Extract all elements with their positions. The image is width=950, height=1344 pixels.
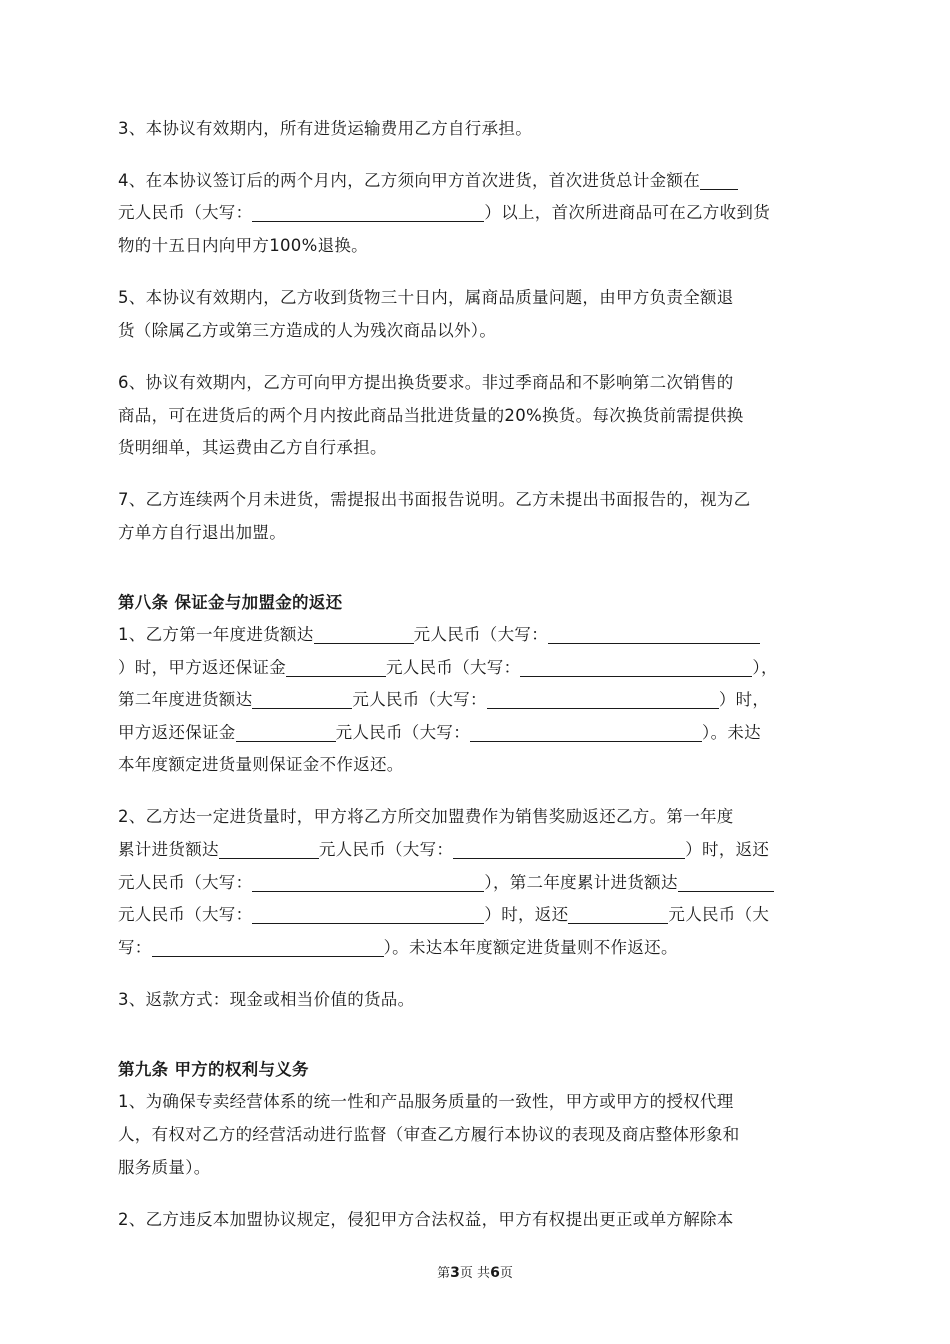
article-8-p1-line-4: 甲方返还保证金 元人民币（大写： ）。未达 — [118, 716, 761, 749]
article-8-p1-line-3: 第二年度进货额达 元人民币（大写： ）时， — [118, 683, 769, 716]
article-9-p2-line-1: 2、乙方违反本加盟协议规定，侵犯甲方合法权益，甲方有权提出更正或单方解除本 — [118, 1210, 734, 1229]
item-7-line-2: 方单方自行退出加盟。 — [118, 523, 286, 542]
blank-field — [520, 654, 752, 677]
article-9-title: 第九条 甲方的权利与义务 — [118, 1060, 309, 1079]
blank-field — [548, 621, 760, 644]
item-6-line-2: 商品，可在进货后的两个月内按此商品当批进货量的20%换货。每次换货前需提供换 — [118, 406, 744, 425]
blank-field — [252, 901, 484, 924]
article-8-p2-line-2: 累计进货额达 元人民币（大写： ）时，返还 — [118, 833, 769, 866]
blank-field — [700, 167, 738, 190]
page-footer: 第3页 共6页 — [437, 1265, 513, 1281]
article-9-p1-line-3: 服务质量）。 — [118, 1158, 211, 1177]
item-5-line-2: 货（除属乙方或第三方造成的人为残次商品以外）。 — [118, 321, 497, 340]
blank-field — [236, 719, 336, 742]
article-8-p2-line-1: 2、乙方达一定进货量时，甲方将乙方所交加盟费作为销售奖励返还乙方。第一年度 — [118, 807, 734, 826]
item-3: 3、本协议有效期内，所有进货运输费用乙方自行承担。 — [118, 119, 532, 138]
article-9-p1-line-1: 1、为确保专卖经营体系的统一性和产品服务质量的一致性，甲方或甲方的授权代理 — [118, 1092, 734, 1111]
article-8-p2-line-5: 写： ）。未达本年度额定进货量则不作返还。 — [118, 931, 678, 964]
article-8-p1-line-5: 本年度额定进货量则保证金不作返还。 — [118, 755, 404, 774]
current-page-number: 3 — [450, 1265, 460, 1281]
blank-field — [152, 934, 384, 957]
item-6-line-1: 6、协议有效期内，乙方可向甲方提出换货要求。非过季商品和不影响第二次销售的 — [118, 373, 734, 392]
blank-field — [678, 869, 774, 892]
item-4-line-1: 4、在本协议签订后的两个月内，乙方须向甲方首次进货，首次进货总计金额在 — [118, 164, 738, 197]
blank-field — [252, 199, 484, 222]
article-8-title: 第八条 保证金与加盟金的返还 — [118, 593, 343, 612]
blank-field — [286, 654, 386, 677]
blank-field — [568, 901, 668, 924]
total-page-number: 6 — [490, 1265, 500, 1281]
article-8-p2-line-4: 元人民币（大写： ）时，返还 元人民币（大 — [118, 898, 769, 931]
blank-field — [470, 719, 702, 742]
article-8-p1-line-2: ）时，甲方返还保证金 元人民币（大写： ）， — [118, 651, 778, 684]
item-4-line-3: 物的十五日内向甲方100%退换。 — [118, 236, 368, 255]
article-8-p2-line-3: 元人民币（大写： ），第二年度累计进货额达 — [118, 866, 774, 899]
article-8-p1-line-1: 1、乙方第一年度进货额达 元人民币（大写： — [118, 618, 760, 651]
blank-field — [219, 836, 319, 859]
blank-field — [453, 836, 685, 859]
item-5-line-1: 5、本协议有效期内，乙方收到货物三十日内，属商品质量问题，由甲方负责全额退 — [118, 288, 734, 307]
article-9-p1-line-2: 人，有权对乙方的经营活动进行监督（审查乙方履行本协议的表现及商店整体形象和 — [118, 1125, 740, 1144]
item-7-line-1: 7、乙方连续两个月未进货，需提报出书面报告说明。乙方未提出书面报告的，视为乙 — [118, 490, 751, 509]
blank-field — [314, 621, 414, 644]
blank-field — [252, 869, 484, 892]
article-8-p3: 3、返款方式：现金或相当价值的货品。 — [118, 990, 415, 1009]
blank-field — [487, 686, 719, 709]
item-4-line-2: 元人民币（大写： ）以上，首次所进商品可在乙方收到货 — [118, 196, 770, 229]
item-6-line-3: 货明细单，其运费由乙方自行承担。 — [118, 438, 387, 457]
blank-field — [252, 686, 352, 709]
